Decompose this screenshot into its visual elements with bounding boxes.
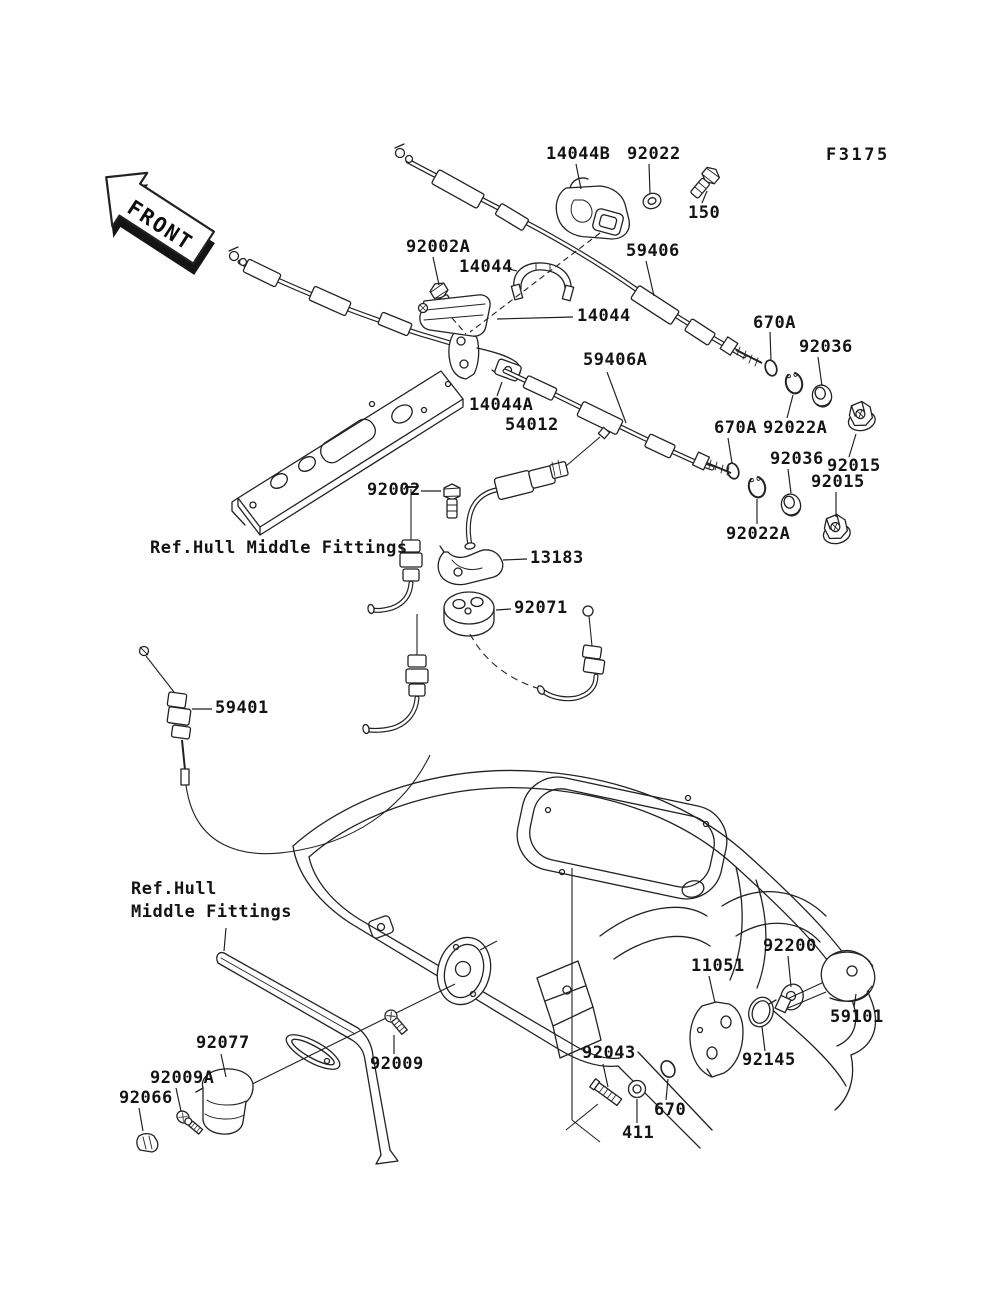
part-label-92036: 92036 [799,337,853,357]
nut-92015-lower [820,513,852,546]
circlip-92022a-lower [746,472,768,499]
part-label-670: 670 [654,1100,687,1120]
part-label-59401: 59401 [215,698,269,718]
bolt-92002 [444,484,460,518]
damper-92077 [196,1069,253,1134]
part-label-92145: 92145 [742,1050,796,1070]
part-label-92009: 92009 [370,1054,424,1074]
part-label-14044: 14044 [577,306,631,326]
part-label-59101: 59101 [830,1007,884,1027]
part-label-14044b: 14044B [546,144,611,164]
washer-411 [629,1081,646,1098]
side-panel [217,953,398,1164]
mounting-plate [232,371,463,535]
hull-plate [430,931,498,1010]
part-label-14044a: 14044A [469,395,534,415]
grommet-92036-upper [810,383,834,409]
ref-note-ref-hull: Ref.Hull [131,879,217,899]
cable-adjuster-low [362,614,428,734]
throttle-cable-54012 [465,427,610,549]
cable-59406a [505,371,731,475]
screw-92009 [383,1008,410,1036]
circlip-92022a-upper [783,368,805,395]
part-label-92015: 92015 [811,472,865,492]
front-arrow [81,155,227,285]
part-label-670a: 670A [753,313,796,333]
clamp-14044-upper [511,263,573,301]
part-label-92009a: 92009A [150,1068,215,1088]
part-label-92022: 92022 [627,144,681,164]
part-label-92200: 92200 [763,936,817,956]
part-label-92071: 92071 [514,598,568,618]
part-label-13183: 13183 [530,548,584,568]
part-label-670a: 670A [714,418,757,438]
clip-92066 [137,1134,158,1152]
hook-13183 [438,546,503,585]
oring-670a-lower [725,462,740,481]
cable-steering-left [229,247,462,347]
part-label-92022a: 92022A [726,524,791,544]
pin-92043 [590,1079,623,1106]
part-label-92002: 92002 [367,480,421,500]
holder-14044-lower [419,295,491,336]
front-label: FRONT [123,195,198,256]
knob-59101 [769,942,883,1012]
leader-lines [139,164,856,1131]
bracket-11051 [690,1002,743,1077]
grommet-92071 [444,592,494,636]
part-label-92015: 92015 [827,456,881,476]
grommet-92036-lower [779,492,803,518]
part-label-92036: 92036 [770,449,824,469]
oring-92145 [745,994,777,1030]
part-label-92002a: 92002A [406,237,471,257]
screw-92009a [174,1109,204,1136]
part-label-11051: 11051 [691,956,745,976]
washer-92022 [641,191,663,211]
part-label-92066: 92066 [119,1088,173,1108]
ref-note-ref-hull-middle-fittings: Ref.Hull Middle Fittings [150,538,408,558]
part-label-59406a: 59406A [583,350,648,370]
figure-code-f3175: F3175 [826,145,890,165]
part-label-14044: 14044 [459,257,513,277]
part-label-54012: 54012 [505,415,559,435]
hull-deck [242,770,875,1148]
ref-note-middle-fittings: Middle Fittings [131,902,293,922]
oring-670a-upper [763,359,778,378]
cable-elbow-right [536,606,605,699]
part-label-59406: 59406 [626,241,680,261]
part-label-150: 150 [688,203,721,223]
part-label-92077: 92077 [196,1033,250,1053]
nut-92015-upper [845,400,877,433]
choke-cable-59401 [140,647,431,854]
part-label-92043: 92043 [582,1043,636,1063]
part-label-92022a: 92022A [763,418,828,438]
cable-adjuster-mid [367,487,422,614]
part-label-411: 411 [622,1123,655,1143]
bracket-14044b [556,178,629,239]
